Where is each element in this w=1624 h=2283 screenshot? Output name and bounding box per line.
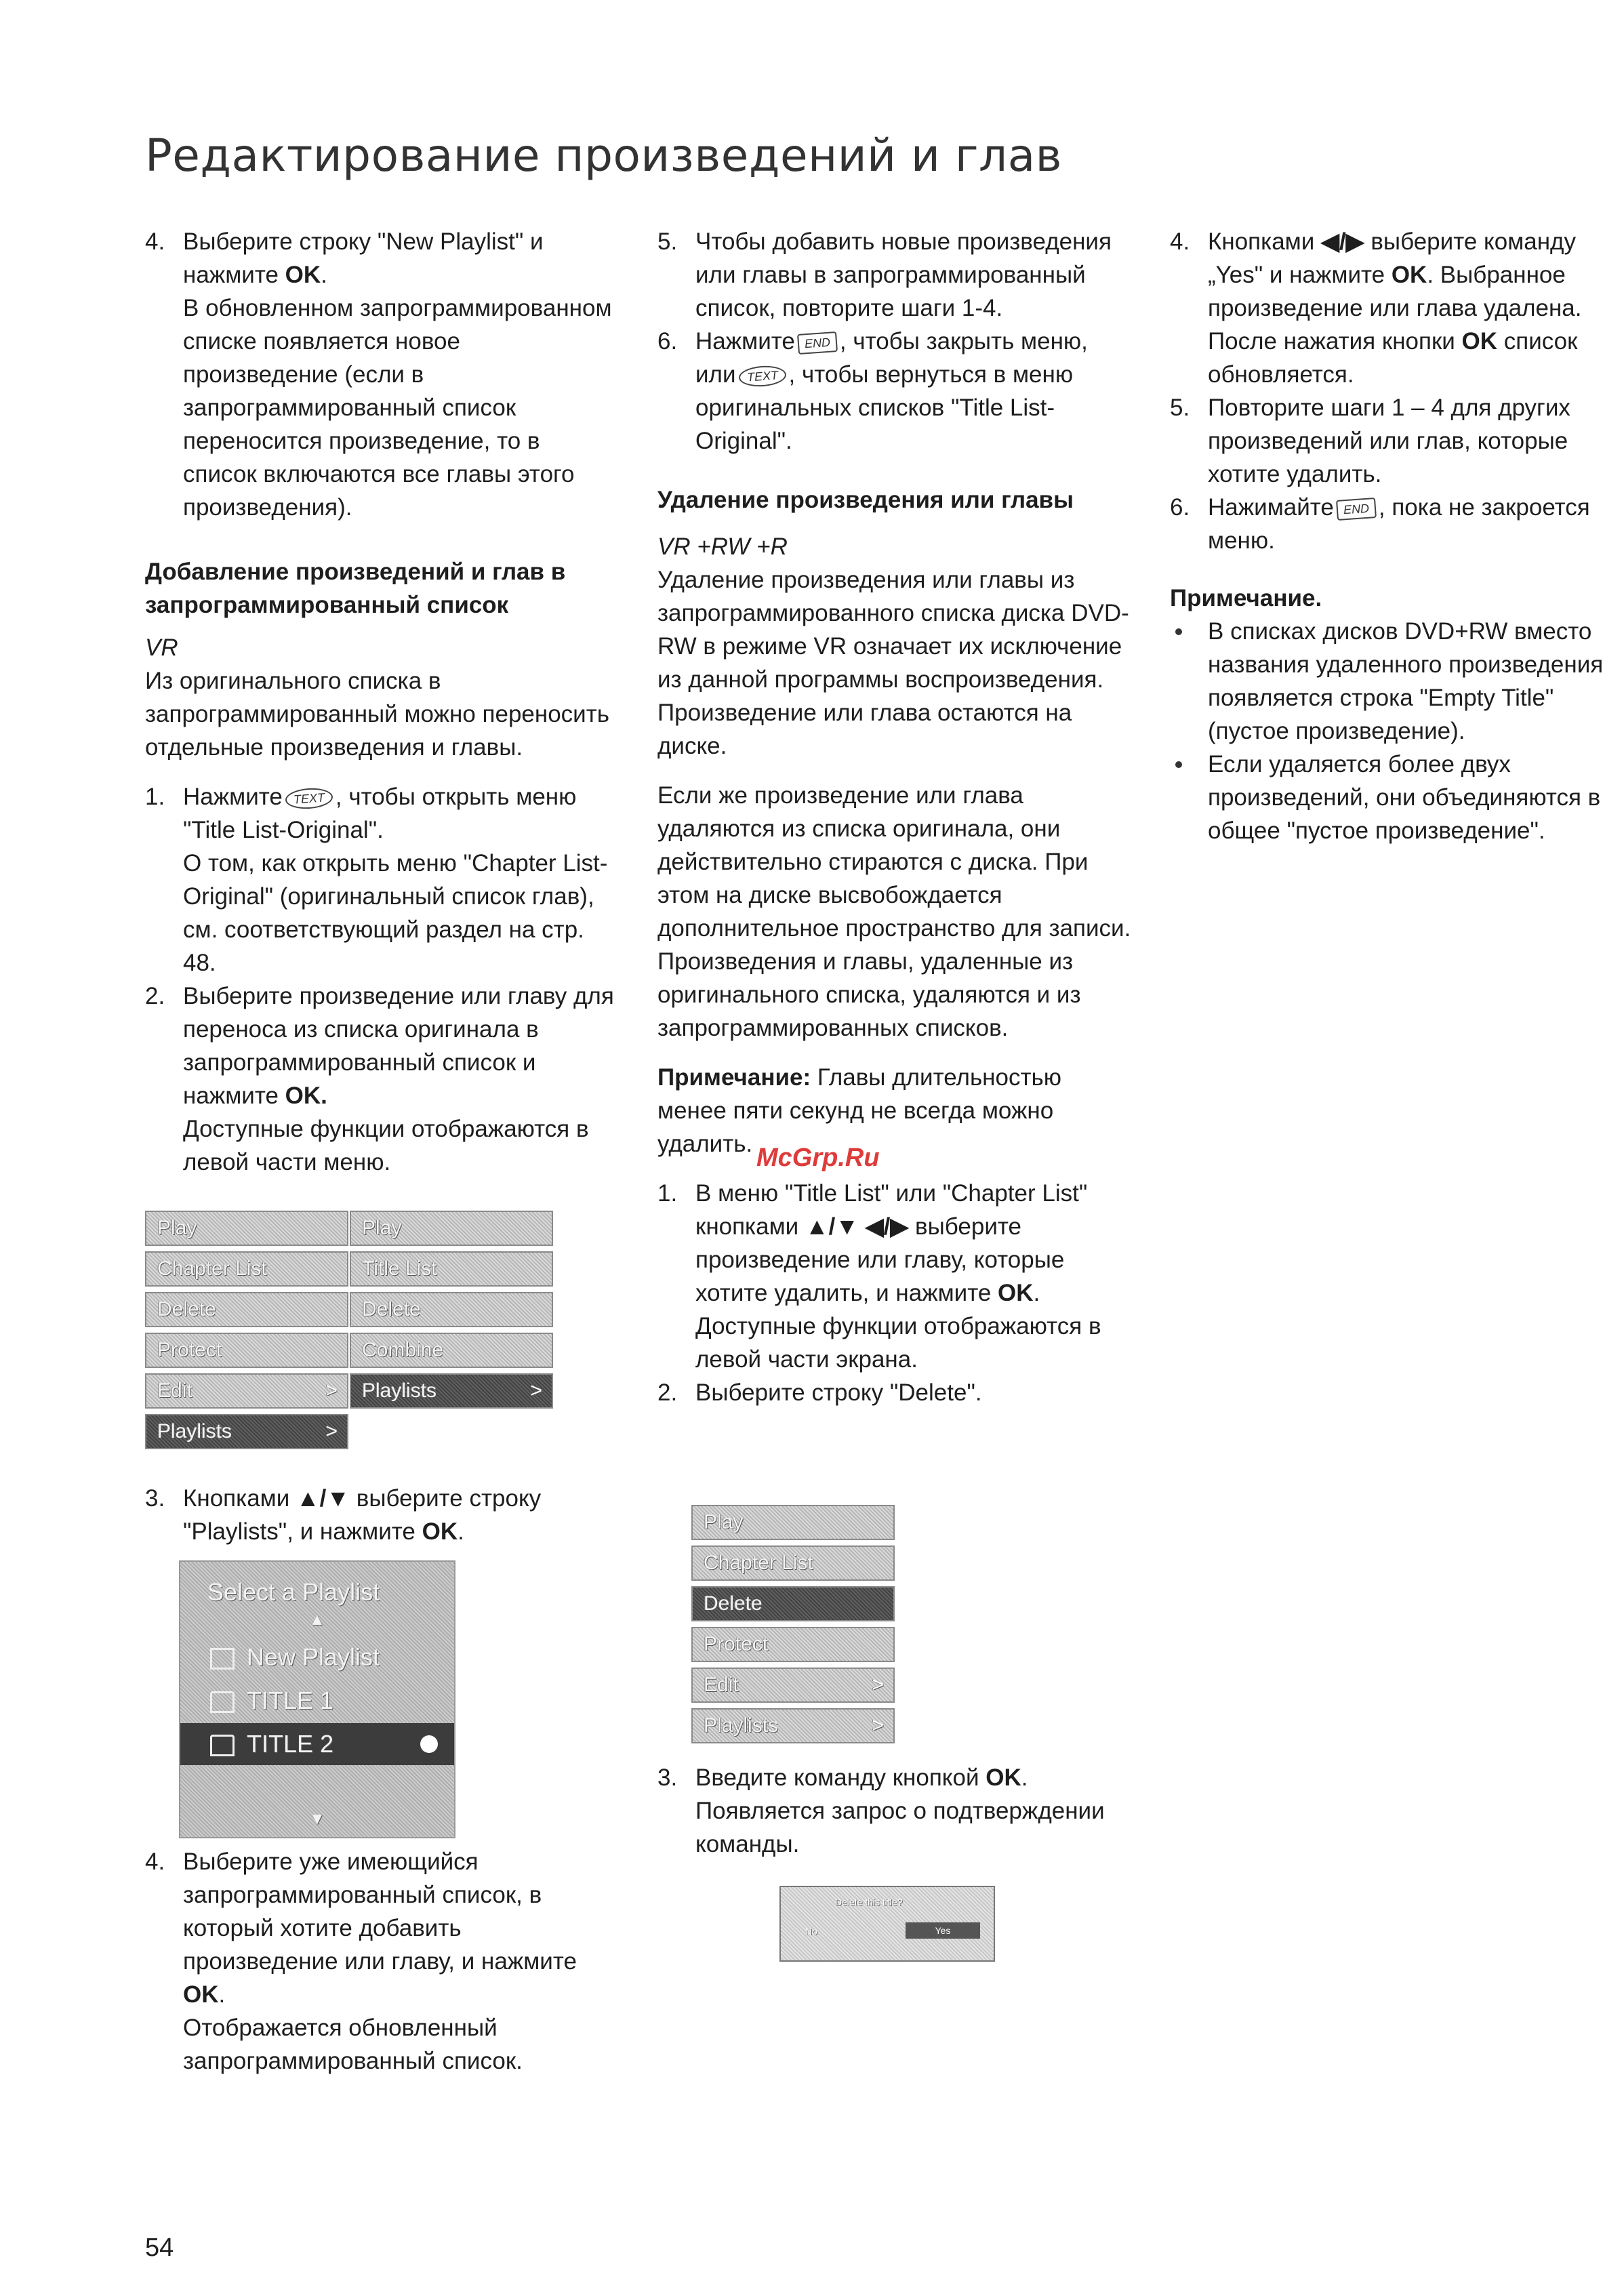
column-1 — [145, 225, 620, 1179]
end-button-icon: END — [797, 331, 838, 355]
menu-item-combine[interactable] — [350, 1333, 553, 1368]
chevron-right-icon: > — [530, 1379, 542, 1402]
ok-key: OK — [986, 1764, 1021, 1791]
step-text: Выберите уже имеющийся запрограммированный список, в который хотите добавить произведение или главу, и нажмите — [183, 1848, 577, 1975]
step-5 — [657, 225, 1132, 325]
menu-item-play[interactable] — [145, 1211, 348, 1246]
step-number: 3. — [145, 1485, 165, 1512]
steps-list-7 — [657, 1761, 1132, 1861]
step-text: Нажмите — [695, 328, 795, 355]
confirm-title: Delete this title? — [835, 1897, 903, 1907]
step-text: Выберите строку "Delete". — [695, 1379, 982, 1406]
step-text: , чтобы открыть меню "Title List-Original". — [183, 784, 577, 843]
step-text: Введите команду кнопкой — [695, 1764, 986, 1791]
menu-item-delete[interactable] — [145, 1292, 348, 1327]
menu-item-delete[interactable] — [350, 1292, 553, 1327]
step-text: Чтобы добавить новые произведения или главы в запрограммированный список, повторите шаги 1-4. — [695, 228, 1112, 321]
left-right-arrows: ◀/▶ — [1321, 228, 1364, 255]
note-item: Если удаляется более двух произведений, они объединяются в общее "пустое произведение". — [1170, 748, 1624, 847]
step-number: 5. — [1170, 395, 1190, 421]
steps-list-5 — [657, 225, 1132, 458]
clapper-icon — [210, 1691, 235, 1713]
menu-label: Play — [704, 1511, 744, 1533]
menu-item-protect[interactable] — [691, 1627, 895, 1662]
menu-label: Play — [157, 1217, 197, 1239]
step-2-delete — [657, 1376, 1132, 1409]
notes-list — [1170, 615, 1624, 847]
ok-key: OK — [422, 1518, 458, 1545]
menu-label: Playlists — [157, 1420, 232, 1442]
menu-label: Protect — [704, 1633, 769, 1655]
playlist-label: TITLE 1 — [247, 1686, 334, 1714]
step-text: выберите произведение или главу, которые хотите удалить, и нажмите — [695, 1213, 1065, 1306]
step-number: 2. — [657, 1379, 678, 1406]
menu-item-edit[interactable] — [691, 1668, 895, 1703]
step-text: В меню "Title List" или "Chapter List" кнопками — [695, 1180, 1088, 1240]
playlist-item-title-2[interactable] — [180, 1723, 454, 1765]
ok-key: OK — [1391, 262, 1427, 288]
step-text: выберите команду „Yes" и нажмите — [1208, 228, 1576, 288]
step-number: 4. — [145, 228, 165, 255]
step-1 — [145, 780, 620, 979]
menu-item-play[interactable] — [691, 1505, 895, 1540]
note-heading: Примечание. — [1170, 585, 1322, 611]
menu-label: Title List — [362, 1257, 437, 1280]
section-heading-add: Добавление произведений и глав в запрограммированный список — [145, 559, 566, 618]
ok-key: OK. — [285, 1083, 327, 1109]
menu-label: Edit — [704, 1674, 739, 1696]
step-text: Выберите строку "New Playlist" и — [183, 228, 544, 255]
menu-chapter-options — [350, 1211, 553, 1414]
up-down-arrows: ▲/▼ — [296, 1485, 350, 1512]
menu-label: Chapter List — [704, 1552, 813, 1574]
up-down-arrows: ▲/▼ — [805, 1213, 859, 1240]
step-number: 6. — [1170, 494, 1190, 521]
steps-list-4 — [145, 1845, 620, 2078]
intro-text: Из оригинального списка в запрограммированный можно переносить отдельные произведения и главы. — [145, 668, 609, 761]
step-text: . Выбранное произведение или глава удалена. После нажатия кнопки — [1208, 262, 1582, 355]
column-1-step-3 — [145, 1482, 620, 1548]
steps-list-2 — [145, 780, 620, 1179]
menu-label: Delete — [157, 1298, 216, 1320]
step-number: 2. — [145, 983, 165, 1009]
watermark: McGrp.Ru — [756, 1144, 880, 1172]
column-2 — [657, 225, 1132, 1409]
menu-label: Delete — [704, 1592, 763, 1615]
punct: . — [218, 1981, 226, 2008]
scroll-up-icon[interactable]: ▲ — [309, 1611, 325, 1629]
menu-item-playlists[interactable] — [350, 1373, 553, 1409]
playlist-title: Select a Playlist — [207, 1578, 380, 1606]
column-3 — [1170, 225, 1624, 847]
note-text: Главы длительностью менее пяти секунд не всегда можно удалить. — [657, 1064, 1061, 1157]
column-1-step-4b — [145, 1845, 620, 2078]
step-text: Нажимайте — [1208, 494, 1334, 521]
step-text: список обновляется. — [1208, 328, 1578, 388]
step-text: Кнопками — [1208, 228, 1322, 255]
left-right-arrows: ◀/▶ — [865, 1213, 909, 1240]
menu-item-playlists[interactable] — [691, 1708, 895, 1743]
step-6 — [657, 325, 1132, 458]
steps-list-6 — [657, 1177, 1132, 1409]
step-number: 1. — [145, 784, 165, 810]
step-text: , чтобы закрыть меню, или — [695, 328, 1088, 388]
menu-title-options — [145, 1211, 348, 1455]
step-text: Повторите шаги 1 – 4 для других произведений или глав, которые хотите удалить. — [1208, 395, 1570, 487]
step-6-close — [1170, 491, 1624, 557]
steps-list-8 — [1170, 225, 1624, 557]
step-desc: О том, как открыть меню "Chapter List-Original" (оригинальный список глав), см. соответствующий раздел на стр. 48. — [183, 850, 608, 976]
step-text: Нажмите — [183, 784, 283, 810]
step-number: 1. — [657, 1180, 678, 1207]
ok-key: OK — [183, 1981, 219, 2008]
step-desc: В обновленном запрограммированном списке появляется новое произведение (если в запрограммированный список переносится произведение, то в список включаются все главы этого произведения). — [183, 295, 612, 521]
step-4-new-playlist — [145, 225, 620, 524]
mode-label: VR +RW +R — [657, 533, 788, 560]
text-button-icon: TEXT — [738, 364, 787, 388]
step-5-repeat — [1170, 391, 1624, 491]
note-paragraph — [657, 1061, 1132, 1160]
step-number: 6. — [657, 328, 678, 355]
confirm-yes-button[interactable]: Yes — [906, 1922, 980, 1939]
text-button-icon: TEXT — [285, 786, 333, 810]
menu-item-play[interactable] — [350, 1211, 553, 1246]
step-text: , чтобы вернуться в меню оригинальных списков "Title List-Original". — [695, 361, 1074, 454]
step-number: 5. — [657, 228, 678, 255]
confirm-no-button[interactable]: No — [805, 1926, 817, 1937]
menu-label: Protect — [157, 1339, 222, 1361]
menu-label: Playlists — [704, 1714, 779, 1737]
step-text: , пока не закроется меню. — [1208, 494, 1590, 554]
step-1-delete — [657, 1177, 1132, 1376]
chevron-right-icon: > — [872, 1674, 884, 1696]
step-desc: Доступные функции отображаются в левой части меню. — [183, 1116, 589, 1175]
step-text: нажмите — [183, 262, 285, 288]
step-number: 3. — [657, 1764, 678, 1791]
select-playlist-screen — [179, 1560, 455, 1838]
step-4-existing-playlist — [145, 1845, 620, 2078]
ok-key: OK — [998, 1280, 1034, 1306]
new-playlist-icon — [210, 1648, 235, 1670]
clapper-icon — [210, 1735, 235, 1756]
menu-item-chapter-list[interactable] — [691, 1545, 895, 1581]
ok-key: OK — [1461, 328, 1498, 355]
step-number: 4. — [1170, 228, 1190, 255]
chevron-right-icon: > — [872, 1714, 884, 1737]
scroll-down-icon[interactable]: ▼ — [309, 1810, 325, 1828]
menu-label: Delete — [362, 1298, 421, 1320]
menu-label: Play — [362, 1217, 402, 1239]
page-number: 54 — [145, 2234, 174, 2262]
para-delete-1: Удаление произведения или главы из запрограммированного списка диска DVD-RW в режиме VR означает их исключение из данной программы воспроизведения. Произведение или глава остаются на диске. — [657, 567, 1129, 759]
menu-label: Chapter List — [157, 1257, 267, 1280]
menu-item-chapter-list[interactable] — [145, 1251, 348, 1287]
playlist-item-title-1[interactable] — [180, 1680, 454, 1722]
menu-label: Playlists — [362, 1379, 437, 1402]
step-2 — [145, 979, 620, 1179]
menu-item-delete[interactable] — [691, 1586, 895, 1621]
section-heading-delete: Удаление произведения или главы — [657, 487, 1074, 513]
step-3 — [145, 1482, 620, 1548]
steps-list-1 — [145, 225, 620, 524]
step-number: 4. — [145, 1848, 165, 1875]
mode-label: VR — [145, 634, 178, 661]
playlist-item-new[interactable] — [180, 1636, 454, 1678]
step-desc: Отображается обновленный запрограммированный список. — [183, 2015, 523, 2074]
playlist-label: New Playlist — [247, 1643, 380, 1671]
note-label: Примечание: — [657, 1064, 811, 1091]
punct: . — [321, 262, 327, 288]
selected-dot-icon — [420, 1735, 438, 1753]
step-4-confirm — [1170, 225, 1624, 391]
ok-key: OK — [285, 262, 321, 288]
delete-confirm-dialog — [779, 1886, 995, 1962]
menu-label: Edit — [157, 1379, 192, 1402]
menu-label: Combine — [362, 1339, 444, 1361]
step-text: Кнопками — [183, 1485, 290, 1512]
para-delete-2: Если же произведение или глава удаляются из списка оригинала, они действительно стираются с диска. При этом на диске высвобождается дополнительное пространство для записи. Произведения и главы, удаленные из оригинального списка, удаляются и из запрограммированных списков. — [657, 782, 1131, 1041]
step-3-delete — [657, 1761, 1132, 1861]
note-item: В списках дисков DVD+RW вместо названия удаленного произведения появляется строка "Empty Title" (пустое произведение). — [1170, 615, 1624, 748]
playlist-label: TITLE 2 — [247, 1730, 334, 1758]
page-title: Редактирование произведений и глав — [145, 129, 1063, 182]
step-text: . Доступные функции отображаются в левой части экрана. — [695, 1280, 1101, 1373]
chevron-right-icon: > — [325, 1379, 338, 1402]
menu-item-playlists[interactable] — [145, 1414, 348, 1449]
menu-delete-options — [691, 1505, 895, 1749]
menu-item-protect[interactable] — [145, 1333, 348, 1368]
steps-list-3 — [145, 1482, 620, 1548]
column-2-step-3 — [657, 1761, 1132, 1861]
chevron-right-icon: > — [325, 1420, 338, 1442]
menu-item-edit[interactable] — [145, 1373, 348, 1409]
step-text: Выберите произведение или главу для переноса из списка оригинала в запрограммированный список и нажмите — [183, 983, 614, 1109]
step-text: . Появляется запрос о подтверждении команды. — [695, 1764, 1105, 1857]
menu-item-title-list[interactable] — [350, 1251, 553, 1287]
step-text: выберите строку "Playlists", и нажмите — [183, 1485, 542, 1545]
end-button-icon: END — [1336, 498, 1377, 521]
punct: . — [458, 1518, 464, 1545]
